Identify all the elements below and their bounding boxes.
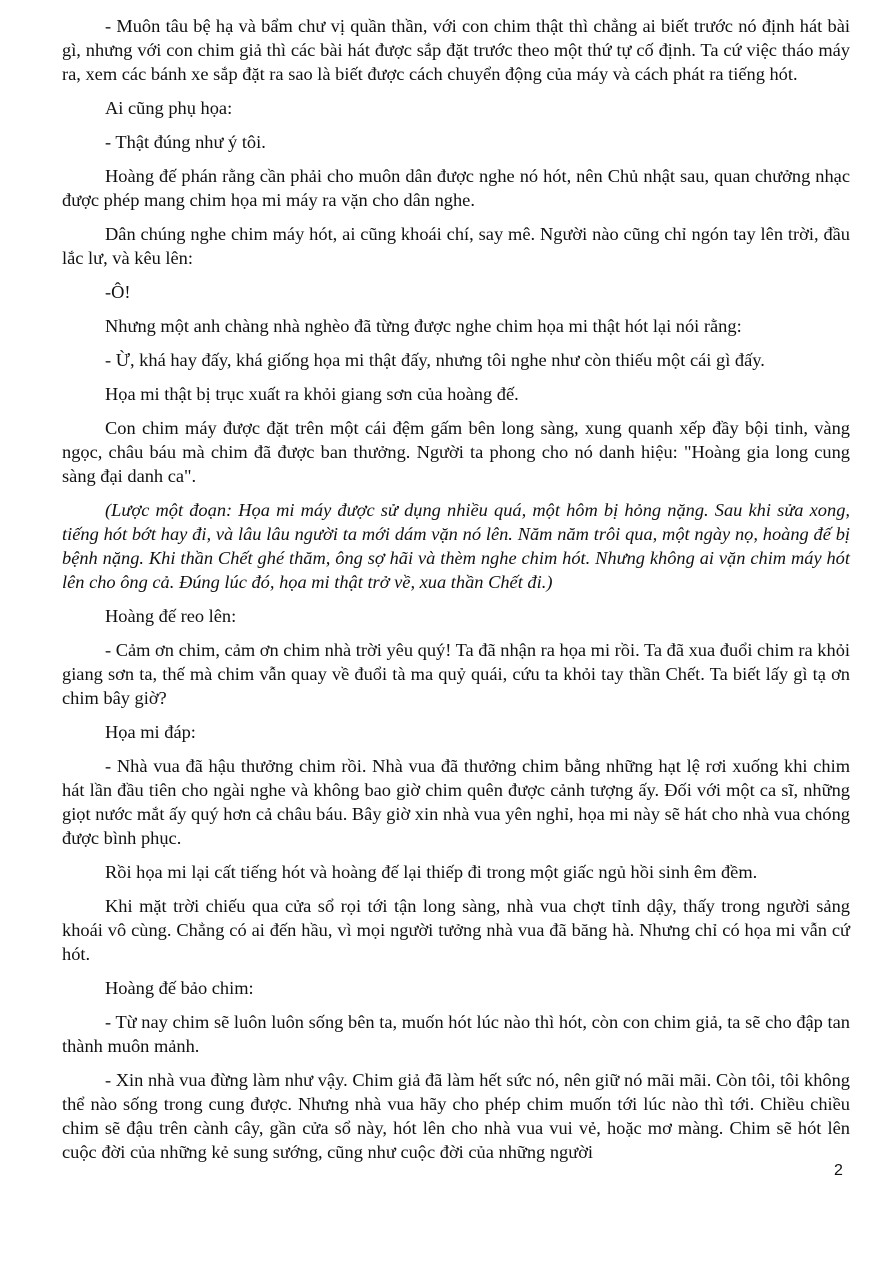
paragraph-9: Họa mi thật bị trục xuất ra khỏi giang sơn của hoàng đế. [105, 384, 519, 404]
paragraph-6: -Ô! [105, 282, 131, 302]
italic-summary-paragraph: (Lược một đoạn: Họa mi máy được sử dụng nhiều quá, một hôm bị hỏng nặng. Sau khi sửa xong, tiếng hót bớt hay đi, và lâu lâu người ta mới dám vặn nó lên. Năm năm trôi qua, một ngày nọ, hoàng đế bị bệnh nặng. Khi thần Chết ghé thăm, ông sợ hãi và thèm nghe chim hót. Nhưng không ai vặn chim máy hót lên cho ông cả. Đúng lúc đó, họa mi thật trở về, xua thần Chết đi.) [62, 500, 850, 592]
paragraph-3: - Thật đúng như ý tôi. [105, 132, 266, 152]
paragraph-10: Con chim máy được đặt trên một cái đệm gấm bên long sàng, xung quanh xếp đầy bội tinh, vàng ngọc, châu báu mà chim đã được ban thưởng. Người ta phong cho nó danh hiệu: "Hoàng gia long cung sàng đại danh ca". [62, 418, 850, 486]
paragraph-16: Rồi họa mi lại cất tiếng hót và hoàng đế lại thiếp đi trong một giấc ngủ hồi sinh êm đềm. [105, 862, 758, 882]
paragraph-15: - Nhà vua đã hậu thưởng chim rồi. Nhà vua đã thưởng chim bằng những hạt lệ rơi xuống khi chim hát lần đầu tiên cho ngài nghe và không bao giờ chim quên được cảnh tượng ấy. Đối với một ca sĩ, những giọt nước mắt ấy quý hơn cả châu báu. Bây giờ xin nhà vua yên nghỉ, họa mi này sẽ hát cho nhà vua chóng được bình phục. [62, 756, 850, 848]
document-page [62, 14, 850, 1174]
paragraph-2: Ai cũng phụ họa: [105, 98, 233, 118]
paragraph-5: Dân chúng nghe chim máy hót, ai cũng khoái chí, say mê. Người nào cũng chỉ ngón tay lên trời, đầu lắc lư, và kêu lên: [62, 224, 850, 268]
paragraph-20: - Xin nhà vua đừng làm như vậy. Chim giả đã làm hết sức nó, nên giữ nó mãi mãi. Còn tôi, tôi không thể nào sống trong cung được. Nhưng nhà vua hãy cho phép chim muốn tới lúc nào thì tới. Chiều chiều chim sẽ đậu trên cành cây, gần cửa sổ này, hót lên cho nhà vua vui vẻ, hoặc mơ màng. Chim sẽ hót lên cuộc đời của những kẻ sung sướng, cũng như cuộc đời của những người [62, 1070, 850, 1162]
paragraph-14: Họa mi đáp: [105, 722, 196, 742]
paragraph-4: Hoàng đế phán rằng cần phải cho muôn dân được nghe nó hót, nên Chủ nhật sau, quan chưởng nhạc được phép mang chim họa mi máy ra vặn cho dân nghe. [62, 166, 850, 210]
paragraph-18: Hoàng đế bảo chim: [105, 978, 254, 998]
paragraph-8: - Ừ, khá hay đấy, khá giống họa mi thật đấy, nhưng tôi nghe như còn thiếu một cái gì đấy. [105, 350, 765, 370]
paragraph-7: Nhưng một anh chàng nhà nghèo đã từng được nghe chim họa mi thật hót lại nói rằng: [105, 316, 742, 336]
paragraph-1: - Muôn tâu bệ hạ và bẩm chư vị quần thần, với con chim thật thì chẳng ai biết trước nó định hát bài gì, nhưng với con chim giả thì các bài hát được sắp đặt trước theo một thứ tự cố định. Ta cứ việc tháo máy ra, xem các bánh xe sắp đặt ra sao là biết được cách chuyển động của máy và cách phát ra tiếng hót. [62, 16, 850, 84]
paragraph-19: - Từ nay chim sẽ luôn luôn sống bên ta, muốn hót lúc nào thì hót, còn con chim giả, ta sẽ cho đập tan thành muôn mảnh. [62, 1012, 850, 1056]
paragraph-17: Khi mặt trời chiếu qua cửa sổ rọi tới tận long sàng, nhà vua chợt tỉnh dậy, thấy trong người sảng khoái vô cùng. Chẳng có ai đến hầu, vì mọi người tưởng nhà vua đã băng hà. Nhưng chỉ có họa mi vẫn cứ hót. [62, 896, 850, 964]
page-number: 2 [834, 1162, 843, 1179]
paragraph-13: - Cảm ơn chim, cảm ơn chim nhà trời yêu quý! Ta đã nhận ra họa mi rồi. Ta đã xua đuổi chim ra khỏi giang sơn ta, thế mà chim vẫn quay về đuổi tà ma quỷ quái, cứu ta khỏi tay thần Chết. Ta biết lấy gì tạ ơn chim bây giờ? [62, 640, 851, 708]
paragraph-12: Hoàng đế reo lên: [105, 606, 237, 626]
